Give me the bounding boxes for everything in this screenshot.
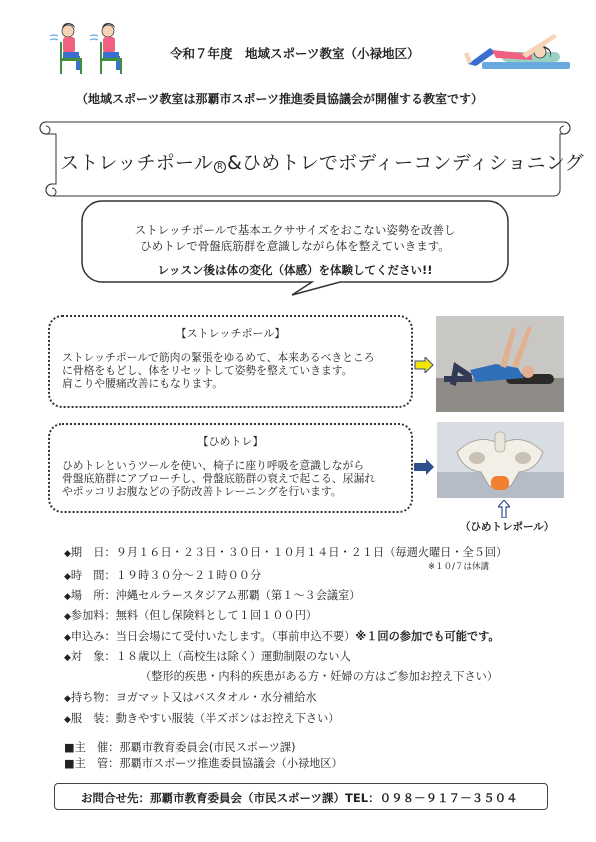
- stretch-pole-line-1: ストレッチポールで筋肉の緊張をゆるめて、本来あるべきところ: [62, 351, 375, 364]
- himetore-description: [62, 459, 375, 498]
- bullet-icon: ◆: [64, 653, 71, 663]
- target-label: 対 象：: [70, 650, 116, 663]
- himetore-heading: 【ひめトレ】: [197, 435, 264, 448]
- bullet-icon: ◆: [64, 572, 71, 582]
- stretch-pole-photo: [436, 316, 564, 412]
- target-value: １８歳以上（高校生は除く）運動制限のない人: [115, 650, 351, 663]
- square-bullet-icon: ■: [64, 741, 75, 754]
- stretch-pole-box: [48, 315, 413, 408]
- apply-label: 申込み：: [70, 630, 116, 643]
- detail-dress: [64, 710, 339, 726]
- host-value: 那覇市教育委員会(市民スポーツ課): [119, 741, 296, 754]
- place-label: 場 所：: [70, 589, 116, 602]
- main-title: [60, 148, 584, 175]
- himetore-pole-photo: [437, 422, 564, 498]
- apply-value: 当日会場にて受付いたします。（事前申込不要）: [115, 630, 356, 643]
- header-subtitle: （地域スポーツ教室は那覇市スポーツ推進委員協議会が開催する教室です）: [76, 92, 484, 106]
- contact-info: お問合せ先：那覇市教育委員会（市民スポーツ課）TEL：０９８－９１７－３５０４: [81, 791, 518, 805]
- lying-stretch-illustration: [462, 26, 572, 82]
- manage-label: 主 管：: [74, 757, 120, 770]
- bullet-icon: ◆: [64, 612, 71, 622]
- detail-fee: [64, 607, 317, 623]
- header-title: 令和７年度 地域スポーツ教室（小禄地区）: [170, 46, 420, 61]
- stretch-pole-line-3: 肩こりや腰痛改善にもなります。: [62, 377, 224, 390]
- organizer-manage: [64, 755, 343, 771]
- intro-line-3: レッスン後は体の変化（体感）を体験してください!!: [157, 263, 433, 277]
- bullet-icon: ◆: [64, 715, 71, 725]
- stretch-pole-line-2: に骨格をもどし、体をリセットして姿勢を整えていきます。: [62, 364, 353, 377]
- fee-label: 参加料：: [70, 609, 116, 622]
- detail-target: [64, 648, 351, 664]
- bullet-icon: ◆: [64, 592, 71, 602]
- stretch-pole-heading: 【ストレッチポール】: [175, 327, 286, 340]
- contact-box: [54, 783, 548, 810]
- himetore-pole-caption: （ひめトレポール）: [460, 521, 555, 533]
- detail-dates: [64, 544, 507, 560]
- dates-note: （毎週火曜日・全５回）: [384, 546, 508, 559]
- fee-value: 無料（但し保険料として１回１００円）: [115, 609, 318, 622]
- items-value: ヨガマット又はバスタオル・水分補給水: [115, 691, 317, 704]
- time-label: 時 間：: [70, 569, 116, 582]
- himetore-line-3: やポッコリお腹などの予防改善トレーニングを行います。: [62, 485, 342, 498]
- intro-line-2: ひめトレで骨盤底筋群を意識しながら体を整えていきます。: [140, 239, 450, 253]
- manage-value: 那覇市スポーツ推進委員協議会（小禄地区）: [119, 757, 343, 770]
- blue-right-arrow-icon: [413, 459, 435, 479]
- organizer-host: [64, 739, 295, 755]
- yellow-right-arrow-icon: [414, 357, 434, 377]
- host-label: 主 催：: [74, 741, 120, 754]
- detail-items: [64, 689, 317, 705]
- bullet-icon: ◆: [64, 694, 71, 704]
- main-title-part2: &ひめトレでボディーコンディショニング: [227, 152, 584, 174]
- registered-mark: R: [214, 161, 226, 173]
- dress-value: 動きやすい服装（半ズボンはお控え下さい）: [115, 712, 340, 725]
- breathing-people-illustration: [48, 22, 130, 80]
- bullet-icon: ◆: [64, 633, 71, 643]
- detail-time: [64, 567, 261, 583]
- dates-label: 期 日：: [70, 546, 116, 559]
- dress-label: 服 装：: [70, 712, 116, 725]
- detail-place: [64, 587, 360, 603]
- seated-person-2: [90, 23, 122, 74]
- title-scroll-banner: [36, 116, 584, 198]
- target-note: （整形的疾患・内科的疾患がある方・妊婦の方はご参加お控え下さい）: [140, 670, 499, 683]
- himetore-box: [48, 423, 413, 513]
- dates-value: ９月１６日・２３日・３０日・１０月１４日・２１日: [115, 546, 385, 559]
- square-bullet-icon: ■: [64, 757, 75, 770]
- main-title-part1: ストレッチポール: [60, 152, 214, 174]
- apply-note: ※１回の参加でも可能です。: [355, 630, 500, 643]
- intro-speech-bubble: [80, 200, 510, 296]
- holiday-note: ※１０/７は休講: [428, 562, 489, 572]
- time-value: １９時３０分～２１時００分: [115, 569, 262, 582]
- seated-person-1: [50, 23, 82, 74]
- detail-apply: [64, 628, 500, 644]
- himetore-line-2: 骨盤底筋群にアプローチし、骨盤底筋群の衰えで起こる、尿漏れ: [62, 472, 376, 485]
- stretch-pole-description: [62, 351, 375, 390]
- place-value: 沖縄セルラースタジアム那覇（第１～３会議室）: [115, 589, 361, 602]
- intro-line-1: ストレッチポールで基本エクササイズをおこない姿勢を改善し: [134, 223, 456, 237]
- items-label: 持ち物：: [70, 691, 116, 704]
- himetore-line-1: ひめトレというツールを使い、椅子に座り呼吸を意識しながら: [62, 459, 365, 472]
- bullet-icon: ◆: [64, 549, 71, 559]
